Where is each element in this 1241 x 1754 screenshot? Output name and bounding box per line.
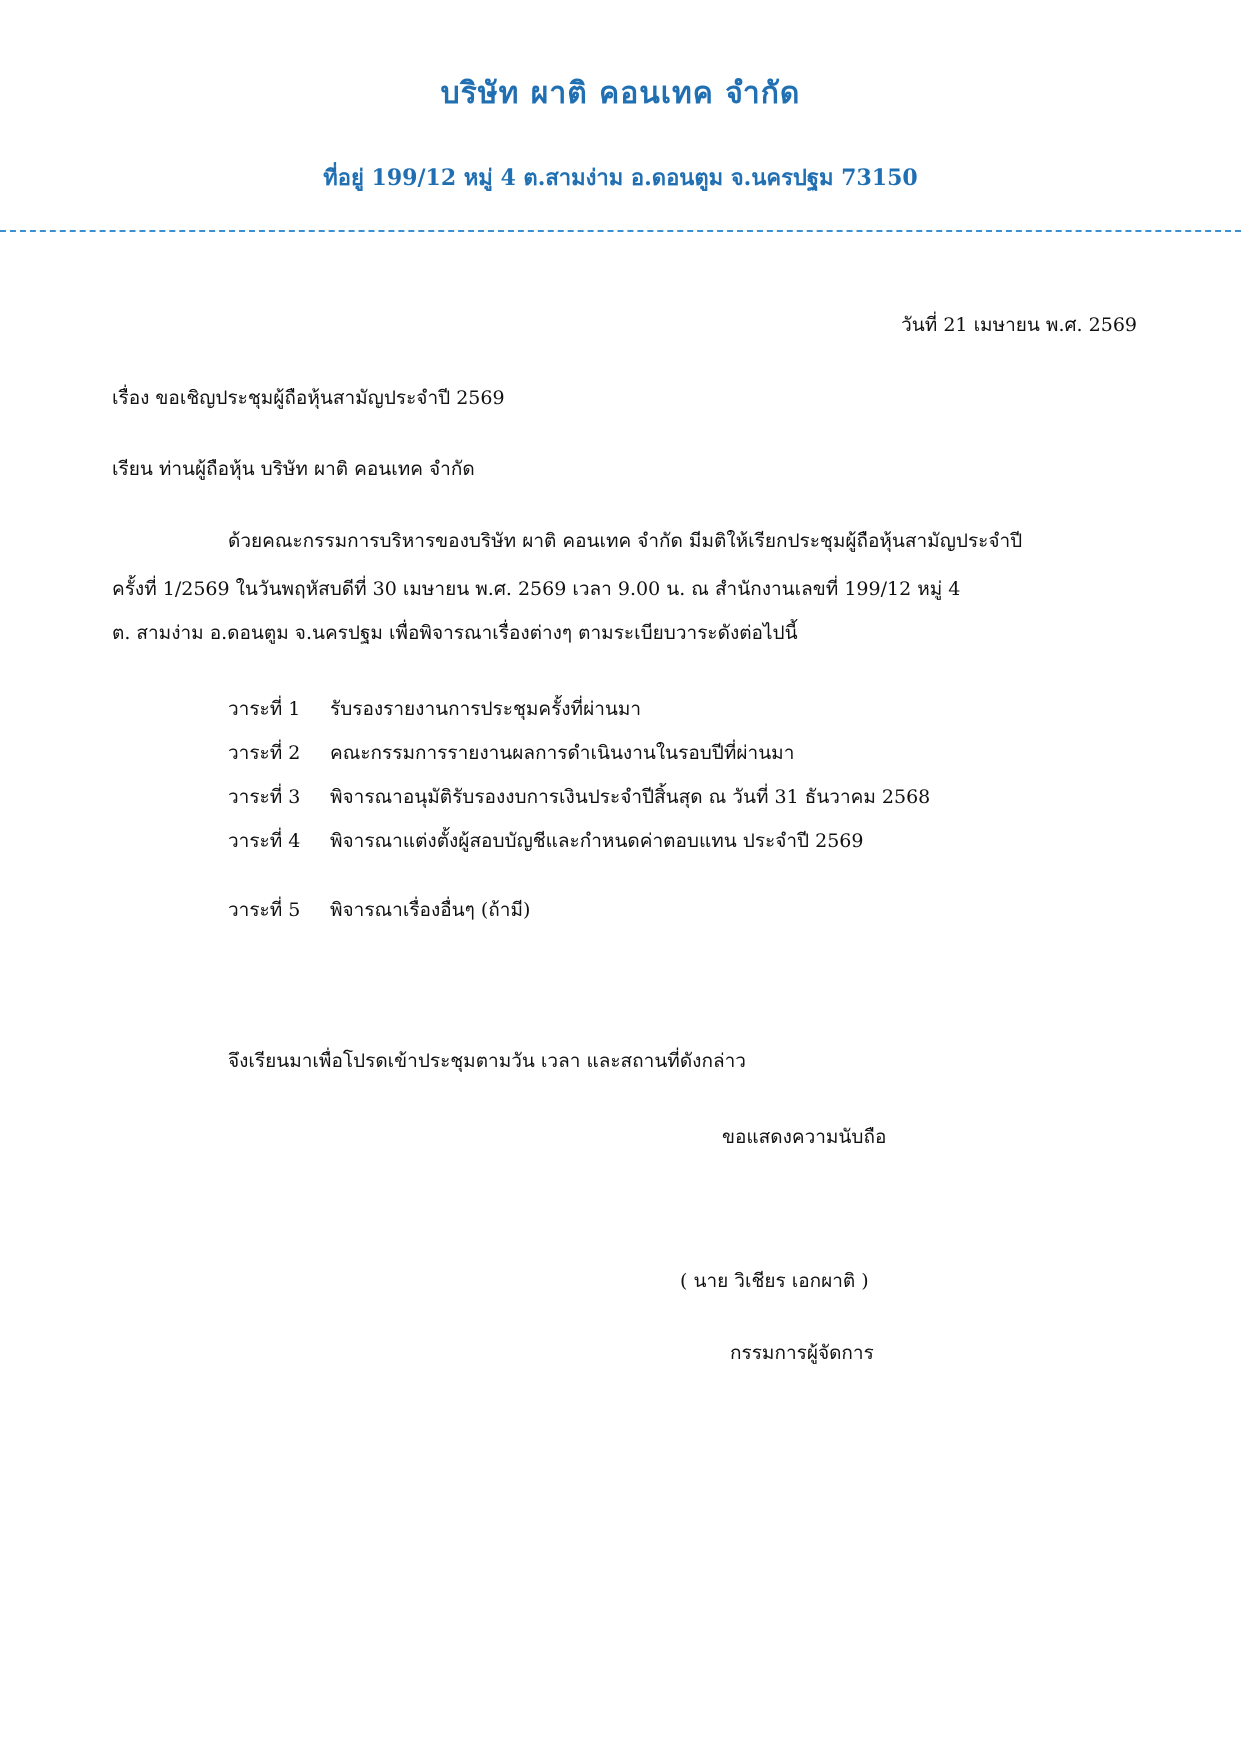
agenda-text: พิจารณาแต่งตั้งผู้สอบบัญชีและกำหนดค่าตอบแทน ประจำปี 2569 xyxy=(330,830,864,852)
company-address: ที่อยู่ 199/12 หมู่ 4 ต.สามง่าม อ.ดอนตูม จ.นครปฐม 73150 xyxy=(323,165,918,191)
agenda-number: วาระที่ 3 xyxy=(228,786,301,808)
header-divider xyxy=(0,230,1241,232)
regards-text: ขอแสดงความนับถือ xyxy=(722,1126,887,1148)
company-name: บริษัท ผาติ คอนเทค จำกัด xyxy=(440,76,801,111)
agenda-text: พิจารณาเรื่องอื่นๆ (ถ้ามี) xyxy=(330,899,531,921)
agenda-number: วาระที่ 2 xyxy=(228,742,301,764)
signer-name: ( นาย วิเชียร เอกผาติ ) xyxy=(680,1270,869,1292)
agenda-text: รับรองรายงานการประชุมครั้งที่ผ่านมา xyxy=(330,698,642,720)
body-line-3: ต. สามง่าม อ.ดอนตูม จ.นครปฐม เพื่อพิจารณาเรื่องต่างๆ ตามระเบียบวาระดังต่อไปนี้ xyxy=(112,622,798,644)
closing-text: จึงเรียนมาเพื่อโปรดเข้าประชุมตามวัน เวลา และสถานที่ดังกล่าว xyxy=(228,1050,746,1072)
letter-date: วันที่ 21 เมษายน พ.ศ. 2569 xyxy=(901,314,1137,336)
agenda-number: วาระที่ 4 xyxy=(228,830,301,852)
agenda-text: คณะกรรมการรายงานผลการดำเนินงานในรอบปีที่ผ่านมา xyxy=(330,742,795,764)
agenda-text: พิจารณาอนุมัติรับรองงบการเงินประจำปีสิ้นสุด ณ วันที่ 31 ธันวาคม 2568 xyxy=(330,786,931,808)
letter-subject: เรื่อง ขอเชิญประชุมผู้ถือหุ้นสามัญประจำปี 2569 xyxy=(112,387,505,409)
body-line-1: ด้วยคณะกรรมการบริหารของบริษัท ผาติ คอนเทค จำกัด มีมติให้เรียกประชุมผู้ถือหุ้นสามัญประจำปี xyxy=(228,530,1023,552)
signer-position: กรรมการผู้จัดการ xyxy=(730,1342,874,1364)
letter-recipient: เรียน ท่านผู้ถือหุ้น บริษัท ผาติ คอนเทค จำกัด xyxy=(112,458,475,480)
agenda-number: วาระที่ 5 xyxy=(228,899,301,921)
body-line-2: ครั้งที่ 1/2569 ในวันพฤหัสบดีที่ 30 เมษายน พ.ศ. 2569 เวลา 9.00 น. ณ สำนักงานเลขที่ 199/12 หมู่ 4 xyxy=(112,578,961,600)
agenda-number: วาระที่ 1 xyxy=(228,698,301,720)
